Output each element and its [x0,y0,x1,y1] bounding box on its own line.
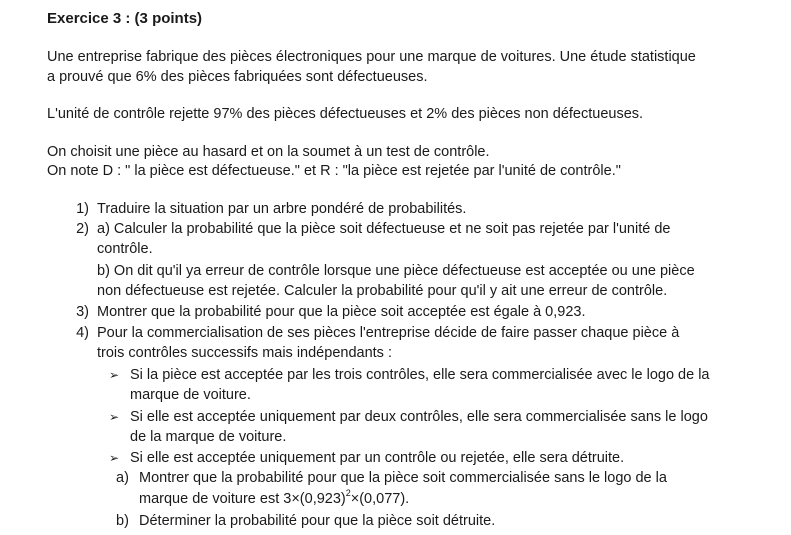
q2b-line-1: b) On dit qu'il ya erreur de contrôle lorsque une pièce défectueuse est acceptée ou une pièce [97,263,695,279]
q2a-line-2: contrôle. [97,241,153,257]
exercise-title: Exercice 3 : (3 points) [47,10,203,27]
q2-number: 2) [76,221,89,237]
q4-number: 4) [76,325,89,341]
bullet-1-line-1: Si la pièce est acceptée par les trois contrôles, elle sera commercialisée avec le logo de la [130,367,710,383]
sub-b-text: Déterminer la probabilité pour que la pièce soit détruite. [139,513,496,529]
control-line: L'unité de contrôle rejette 97% des pièces défectueuses et 2% des pièces non défectueuses. [47,106,644,122]
q2b-line-2: non défectueuse est rejetée. Calculer la probabilité pour qu'il y ait une erreur de contrôle. [97,283,668,299]
bullet-1-line-2: marque de voiture. [130,387,251,403]
arrow-bullet-icon: ➢ [109,451,120,465]
bullet-3-line-1: Si elle est acceptée uniquement par un contrôle ou rejetée, elle sera détruite. [130,450,625,466]
sub-a-line-2 [139,489,409,509]
q4-line-2: trois contrôles successifs mais indépendants : [97,345,392,361]
choice-line-2: On note D : " la pièce est défectueuse." et R : "la pièce est rejetée par l'unité de contrôle." [47,163,621,179]
q1-text: Traduire la situation par un arbre pondéré de probabilités. [97,201,467,217]
sub-a-line-2-prefix: marque de voiture est 3×(0,923) [139,491,346,507]
bullet-2-line-2: de la marque de voiture. [130,429,287,445]
q1-number: 1) [76,201,89,217]
intro-line-1: Une entreprise fabrique des pièces électroniques pour une marque de voitures. Une étude statistique [47,49,696,65]
arrow-bullet-icon: ➢ [109,368,120,382]
arrow-bullet-icon: ➢ [109,410,120,424]
q4-line-1: Pour la commercialisation de ses pièces l'entreprise décide de faire passer chaque pièce à [97,325,680,341]
sub-a-line-2-suffix: ×(0,077). [350,491,410,507]
sub-a-label: a) [116,470,129,486]
bullet-2-line-1: Si elle est acceptée uniquement par deux contrôles, elle sera commercialisée sans le logo [130,409,708,425]
choice-line-1: On choisit une pièce au hasard et on la soumet à un test de contrôle. [47,144,490,160]
q3-text: Montrer que la probabilité pour que la pièce soit acceptée est égale à 0,923. [97,304,586,320]
sub-a-exponent: 2 [345,488,351,499]
sub-a-line-1: Montrer que la probabilité pour que la pièce soit commercialisée sans le logo de la [139,470,667,486]
intro-line-2: a prouvé que 6% des pièces fabriquées sont défectueuses. [47,69,428,85]
q3-number: 3) [76,304,89,320]
q2a-line-1: a) Calculer la probabilité que la pièce soit défectueuse et ne soit pas rejetée par l'unité de [97,221,671,237]
sub-b-label: b) [116,513,129,529]
